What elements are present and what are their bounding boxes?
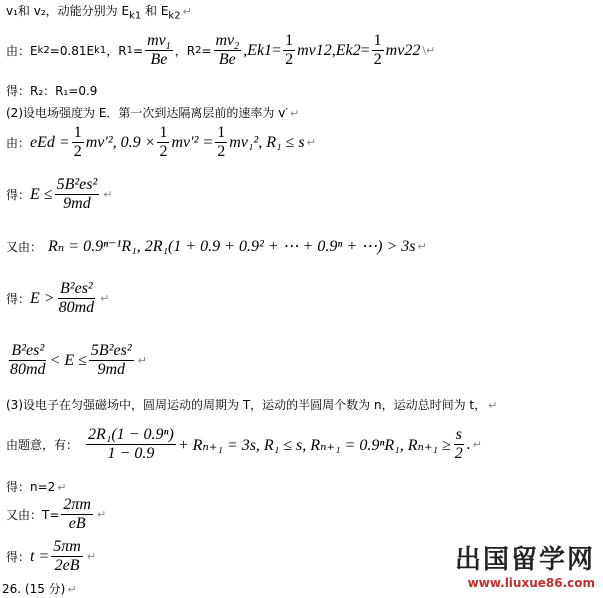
fraction-b2es2-80md-2	[8, 342, 48, 379]
line-1	[6, 4, 192, 22]
paragraph-mark-icon: ↵	[417, 239, 427, 253]
text-l12: 得：n=2	[6, 480, 56, 494]
line-7	[6, 236, 427, 256]
line-9	[6, 342, 147, 379]
n13: 2πm	[63, 496, 91, 513]
fraction-half-2	[372, 32, 384, 69]
n11: 2R₁(1 − 0.9ⁿ)	[88, 426, 174, 443]
paragraph-mark-icon: ↵	[100, 292, 110, 305]
expr-mid: mv′², 0.9 ×	[85, 133, 156, 151]
paragraph-mark-icon: ↵	[182, 5, 192, 18]
lhs-t-eq: t =	[30, 547, 50, 565]
hd5: 2	[217, 143, 226, 160]
hn5: 1	[217, 124, 226, 141]
line-5	[6, 124, 316, 161]
d11s: 2	[454, 445, 463, 462]
t-r2: ，R	[174, 44, 196, 58]
n8: B²es²	[60, 280, 93, 297]
label-de-3: 得：	[6, 550, 31, 564]
line-15	[2, 582, 77, 597]
line-13	[6, 496, 106, 533]
text-l10: (3)设电子在匀强磁场中，圆周运动的周期为 T，运动的半圆周个数为 n，运动总时间为 t，	[6, 398, 487, 412]
paragraph-mark-icon: ↵	[103, 188, 113, 201]
text-l4: (2)设电场强度为 E．第一次到达隔离层前的速率为 v′	[6, 106, 289, 120]
lhs-e-le: E ≤	[30, 185, 53, 203]
d1: Be	[150, 51, 168, 68]
fraction-half-1	[283, 32, 295, 69]
t-comma2: ,	[331, 41, 336, 59]
lhs-e-gt: E >	[30, 289, 55, 307]
watermark	[455, 539, 595, 590]
hd4: 2	[159, 143, 168, 160]
t-ek1: E	[247, 41, 257, 59]
watermark-url: www.liuxue86.com	[467, 576, 595, 590]
text-l1c: 和 E	[141, 4, 169, 18]
hn4: 1	[159, 124, 168, 141]
line-6	[6, 176, 113, 213]
line-8	[6, 280, 109, 317]
paragraph-mark-icon: ↵	[306, 136, 316, 149]
label-you: 由：	[6, 44, 31, 58]
paragraph-mark-icon: ↵	[290, 107, 300, 120]
n9b: 5B²es²	[90, 342, 132, 359]
n9a: B²es²	[11, 342, 45, 359]
expr-mid2: mv′² =	[171, 133, 214, 151]
t-comma: ,	[243, 41, 248, 59]
label-de: 得：	[6, 188, 31, 202]
fraction-mv1-be: $\frac{mv_1}{Be}$	[147, 32, 171, 68]
expr-eed: eEd =	[30, 133, 70, 151]
t-eq4: =	[360, 41, 370, 59]
paragraph-mark-icon: ↵	[57, 481, 67, 494]
d9b: 9md	[97, 361, 126, 378]
d13: eB	[68, 515, 86, 532]
paragraph-mark-icon: \↵	[422, 44, 436, 57]
d9a: 80md	[10, 361, 46, 378]
line-10	[6, 398, 497, 413]
d8: 80md	[58, 299, 95, 316]
fraction-5b2es2-9md-2	[89, 342, 134, 379]
t-ek2: E	[335, 41, 346, 59]
watermark-cn: 出国留学网	[454, 545, 595, 575]
fraction-2pim-eb	[61, 496, 93, 533]
line-11	[6, 426, 482, 463]
t-081: =0.81E	[49, 43, 95, 58]
t-ek: E	[30, 43, 38, 58]
expr-dot: .	[466, 435, 471, 453]
line-3	[6, 84, 97, 98]
hd1: 2	[285, 51, 294, 68]
expr-end: mv₁², R₁ ≤ s	[229, 133, 305, 151]
paragraph-mark-icon: ↵	[472, 438, 482, 451]
fraction-5b2es2-9md	[55, 176, 100, 213]
paragraph-mark-icon: ↵	[96, 508, 107, 521]
label-you-2: 由：	[6, 136, 31, 150]
paragraph-mark-icon: ↵	[488, 399, 498, 412]
t-mv2sq: mv	[385, 41, 405, 59]
n11s: s	[455, 426, 462, 443]
d11: 1 − 0.9	[107, 445, 155, 462]
t-eq2: =	[201, 43, 212, 58]
paragraph-mark-icon: ↵	[67, 583, 77, 596]
n2: mv	[215, 32, 235, 49]
text-l1: v₁和 v₂，动能分别为 E	[6, 4, 130, 18]
fraction-5pim-2eb	[51, 538, 83, 575]
n14: 5πm	[53, 538, 81, 555]
sub-k1: k1	[129, 10, 142, 22]
label-t-eq: 又由：T=	[6, 508, 60, 522]
label-de-2: 得：	[6, 292, 31, 306]
d14: 2eB	[54, 557, 80, 574]
fraction-b2es2-80md	[57, 280, 97, 317]
expr-cond: + Rₙ₊₁ = 3s, R₁ ≤ s, Rₙ₊₁ = 0.9ⁿR₁, Rₙ₊₁ ≥	[177, 436, 451, 454]
hn2: 1	[373, 32, 382, 49]
line-14	[6, 538, 96, 575]
range-mid: < E ≤	[49, 351, 87, 369]
fraction-sum	[86, 426, 176, 463]
line-12	[6, 480, 67, 495]
paragraph-mark-icon: ↵	[137, 354, 147, 367]
hn3: 1	[73, 124, 82, 141]
fraction-mv2-be: $\frac{mv_2}{Be}$	[215, 32, 240, 68]
paragraph-mark-icon: ↵	[86, 550, 97, 563]
expr-series: Rₙ = 0.9ⁿ⁻¹R₁, 2R₁(1 + 0.9 + 0.9² + ⋯ + 0.9ⁿ + ⋯) > 3s	[48, 238, 416, 255]
label-youyou: 又由：	[6, 239, 43, 254]
text-l15: 26. (15 分)	[2, 582, 66, 596]
d2: Be	[218, 51, 236, 68]
hn1: 1	[285, 32, 294, 49]
t-r1: ，R	[106, 44, 127, 58]
sub-k2: k2	[168, 10, 181, 22]
hd3: 2	[73, 143, 82, 160]
fraction-half-4	[157, 124, 169, 161]
label-youtiyi: 由题意，有：	[6, 438, 79, 452]
text-l3: 得：R₂：R₁=0.9	[6, 84, 98, 98]
t-mv1sq: mv	[297, 41, 316, 59]
n1: mv	[147, 32, 166, 49]
fraction-half-5	[215, 124, 227, 161]
hd2: 2	[373, 51, 382, 68]
fraction-s-2	[453, 426, 465, 463]
t-eq1: =	[133, 43, 144, 58]
fraction-half-3	[72, 124, 84, 161]
line-2: 由： E k2 =0.81E k1 ，R 1 = $\frac{mv_1}{Be}$ ，R 2 = $\frac{mv_2}{Be}$ , E k1 = $\frac{1}{2}$ mv 1 2 , E k2 = $\frac{1}{2}$ mv 2 2 \↵	[6, 32, 436, 68]
d6: 9md	[63, 195, 91, 212]
line-4	[6, 106, 299, 121]
n6: 5B²es²	[56, 176, 98, 193]
t-eq3: =	[272, 41, 282, 59]
